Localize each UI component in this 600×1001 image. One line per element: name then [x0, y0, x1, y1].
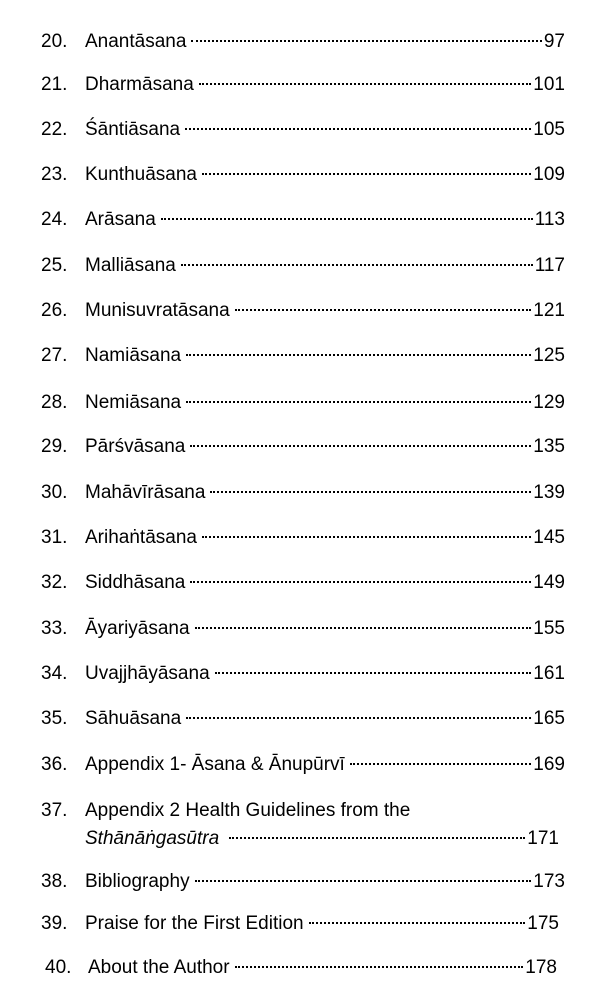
entry-title: Pārśvāsana — [85, 436, 186, 457]
entry-page-number: 125 — [533, 345, 565, 366]
entry-number: 38. — [41, 871, 68, 892]
entry-title-continuation: Sthānāṅgasūtra — [85, 828, 220, 849]
entry-number: 20. — [41, 31, 68, 52]
entry-number: 26. — [41, 300, 68, 321]
entry-number: 31. — [41, 527, 68, 548]
entry-page-number: 169 — [533, 754, 565, 775]
entry-title: Nemiāsana — [85, 392, 182, 413]
entry-page-number: 117 — [534, 255, 565, 276]
entry-page-number: 113 — [534, 209, 565, 230]
toc-entry[interactable] — [0, 70, 600, 100]
entry-number: 34. — [41, 663, 68, 684]
entry-number: 36. — [41, 754, 68, 775]
entry-title: Sāhuāsana — [85, 708, 182, 729]
entry-title: Bibliography — [85, 871, 190, 892]
entry-title: Siddhāsana — [85, 572, 186, 593]
entry-title: About the Author — [88, 957, 230, 978]
toc-entry[interactable] — [0, 568, 600, 598]
entry-number: 37. — [41, 800, 68, 821]
entry-number: 21. — [41, 74, 68, 95]
dot-leader — [235, 966, 524, 968]
dot-leader — [186, 401, 531, 403]
entry-number: 22. — [41, 119, 68, 140]
dot-leader — [235, 309, 532, 311]
entry-page-number: 161 — [533, 663, 565, 684]
entry-number: 40. — [45, 957, 72, 978]
entry-title: Appendix 2 Health Guidelines from the — [85, 800, 411, 821]
entry-number: 30. — [41, 482, 68, 503]
entry-number: 32. — [41, 572, 68, 593]
entry-title: Dharmāsana — [85, 74, 194, 95]
entry-title: Malliāsana — [85, 255, 176, 276]
entry-number: 33. — [41, 618, 68, 639]
entry-number: 35. — [41, 708, 68, 729]
entry-page-number: 105 — [533, 119, 565, 140]
entry-title: Kunthuāsana — [85, 164, 197, 185]
entry-number: 27. — [41, 345, 68, 366]
toc-entry[interactable] — [0, 388, 600, 418]
toc-entry[interactable] — [0, 614, 600, 644]
entry-page-number: 171 — [527, 828, 559, 849]
entry-title: Namiāsana — [85, 345, 182, 366]
entry-page-number: 101 — [533, 74, 565, 95]
dot-leader — [185, 128, 531, 130]
entry-page-number: 109 — [533, 164, 565, 185]
toc-entry[interactable] — [0, 704, 600, 734]
toc-entry[interactable] — [0, 432, 600, 462]
dot-leader — [195, 627, 532, 629]
entry-title: Anantāsana — [85, 31, 187, 52]
toc-entry[interactable] — [0, 523, 600, 553]
dot-leader — [229, 837, 525, 839]
toc-entry[interactable] — [0, 341, 600, 371]
entry-title: Praise for the First Edition — [85, 913, 304, 934]
entry-title: Mahāvīrāsana — [85, 482, 206, 503]
toc-entry[interactable] — [0, 27, 600, 57]
dot-leader — [202, 536, 531, 538]
toc-entry[interactable] — [0, 115, 600, 145]
entry-number: 24. — [41, 209, 68, 230]
dot-leader — [190, 581, 531, 583]
entry-page-number: 139 — [533, 482, 565, 503]
dot-leader — [181, 264, 533, 266]
entry-page-number: 149 — [533, 572, 565, 593]
dot-leader — [350, 763, 531, 765]
dot-leader — [186, 717, 531, 719]
toc-entry[interactable] — [0, 659, 600, 689]
entry-page-number: 178 — [525, 957, 557, 978]
dot-leader — [309, 922, 526, 924]
entry-title: Munisuvratāsana — [85, 300, 230, 321]
toc-entry[interactable] — [0, 867, 600, 897]
entry-title: Uvajjhāyāsana — [85, 663, 210, 684]
entry-number: 39. — [41, 913, 68, 934]
toc-entry[interactable] — [0, 750, 600, 780]
entry-title: Śāntiāsana — [85, 119, 181, 140]
toc-entry[interactable] — [0, 205, 600, 235]
entry-page-number: 175 — [527, 913, 559, 934]
entry-title: Āyariyāsana — [85, 618, 190, 639]
entry-number: 28. — [41, 392, 68, 413]
dot-leader — [161, 218, 533, 220]
entry-page-number: 135 — [533, 436, 565, 457]
dot-leader — [202, 173, 531, 175]
dot-leader — [210, 491, 531, 493]
toc-entry[interactable] — [0, 953, 600, 983]
entry-page-number: 97 — [543, 31, 565, 52]
entry-number: 29. — [41, 436, 68, 457]
toc-entry[interactable] — [0, 796, 600, 856]
entry-page-number: 155 — [533, 618, 565, 639]
dot-leader — [190, 445, 531, 447]
entry-title: Appendix 1- Āsana & Ānupūrvī — [85, 754, 345, 775]
entry-title: Arihaṅtāsana — [85, 527, 197, 548]
dot-leader — [191, 40, 541, 42]
toc-entry[interactable] — [0, 296, 600, 326]
entry-page-number: 165 — [533, 708, 565, 729]
entry-page-number: 173 — [533, 871, 565, 892]
toc-entry[interactable] — [0, 160, 600, 190]
entry-number: 23. — [41, 164, 68, 185]
toc-entry[interactable] — [0, 478, 600, 508]
toc-entry[interactable] — [0, 251, 600, 281]
dot-leader — [195, 880, 532, 882]
dot-leader — [215, 672, 532, 674]
entry-page-number: 121 — [533, 300, 565, 321]
toc-entry[interactable] — [0, 909, 600, 939]
entry-number: 25. — [41, 255, 68, 276]
dot-leader — [199, 83, 532, 85]
dot-leader — [186, 354, 531, 356]
entry-page-number: 129 — [533, 392, 565, 413]
entry-title: Arāsana — [85, 209, 156, 230]
entry-page-number: 145 — [533, 527, 565, 548]
